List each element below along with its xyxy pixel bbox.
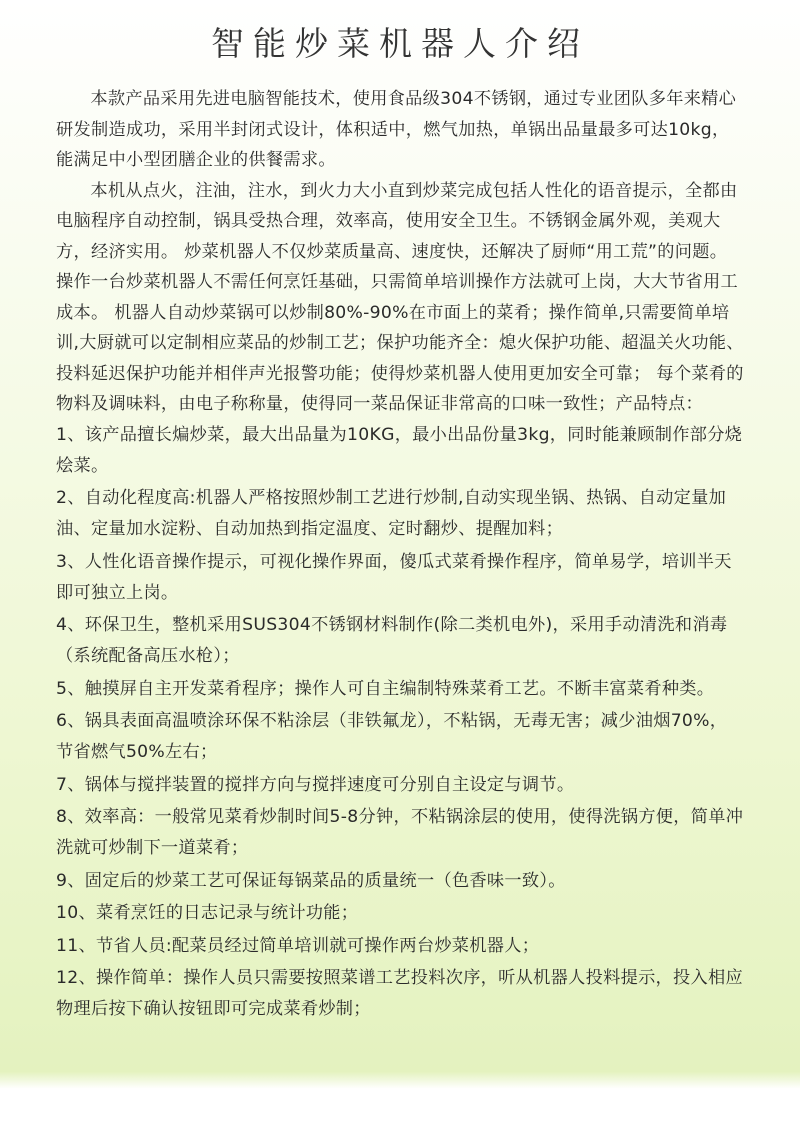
feature-item: 11、节省人员:配菜员经过简单培训就可操作两台炒菜机器人；	[56, 935, 540, 956]
feature-item: 5、触摸屏自主开发菜肴程序；操作人可自主编制特殊菜肴工艺。不断丰富菜肴种类。	[56, 678, 715, 699]
feature-item: 1、该产品擅长煸炒菜，最大出品量为10KG，最小出品份量3kg，同时能兼顾制作部分烧烩菜。	[56, 424, 743, 476]
page-title: 智能炒菜机器人介绍	[211, 24, 589, 63]
feature-item: 10、菜肴烹饪的日志记录与统计功能；	[56, 903, 359, 923]
description-paragraph: 本机从点火，注油，注水，到火力大小直到炒菜完成包括人性化的语音提示，全都由电脑程序自动控制，锅具受热合理，效率高，使用安全卫生。不锈钢金属外观，美观大方，经济实用。 炒菜机器人不仅炒菜质量高、速度快，还解决了厨师“用工荒”的问题。操作一台炒菜机器人不需任何烹饪基础，只需简单培训操作方法就可上岗，大大节省用工成本。 机器人自动炒菜锅可以炒制80%-90%在市面上的菜肴；操作简单,只需要简单培训,大厨就可以定制相应菜品的炒制工艺；保护功能齐全：熄火保护功能、超温关火功能、投料延迟保护功能并相伴声光报警功能；使得炒菜机器人使用更加安全可靠； 每个菜肴的物料及调味料，由电子称称量，使得同一菜品保证非常高的口味一致性；产品特点：	[56, 180, 744, 414]
feature-item: 12、操作简单：操作人员只需要按照菜谱工艺投料次序，听从机器人投料提示，投入相应物理后按下确认按钮即可完成菜肴炒制；	[56, 968, 743, 1019]
feature-item: 9、固定后的炒菜工艺可保证每锅菜品的质量统一（色香味一致）。	[56, 870, 566, 891]
feature-item: 2、自动化程度高:机器人严格按照炒制工艺进行炒制,自动实现坐锅、热锅、自动定量加油、定量加水淀粉、自动加热到指定温度、定时翻炒、提醒加料；	[56, 488, 727, 539]
intro-paragraph: 本款产品采用先进电脑智能技术，使用食品级304不锈钢，通过专业团队多年来精心研发制造成功，采用半封闭式设计，体积适中，燃气加热，单锅出品量最多可达10kg，能满足中小型团膳企业的供餐需求。	[56, 89, 737, 170]
feature-item: 3、人性化语音操作提示，可视化操作界面，傻瓜式菜肴操作程序，简单易学，培训半天即可独立上岗。	[56, 551, 732, 603]
feature-item: 8、效率高：一般常见菜肴炒制时间5-8分钟，不粘锅涂层的使用，使得洗锅方便，简单冲洗就可炒制下一道菜肴；	[56, 807, 744, 858]
content-body	[56, 84, 744, 1027]
feature-item: 7、锅体与搅拌装置的搅拌方向与搅拌速度可分别自主设定与调节。	[56, 774, 575, 795]
feature-item: 6、锅具表面高温喷涂环保不粘涂层（非铁氟龙），不粘锅，无毒无害；减少油烟70%，节省燃气50%左右；	[56, 711, 728, 762]
feature-item: 4、环保卫生，整机采用SUS304不锈钢材料制作(除二类机电外)，采用手动清洗和消毒（系统配备高压水枪）；	[56, 615, 728, 666]
